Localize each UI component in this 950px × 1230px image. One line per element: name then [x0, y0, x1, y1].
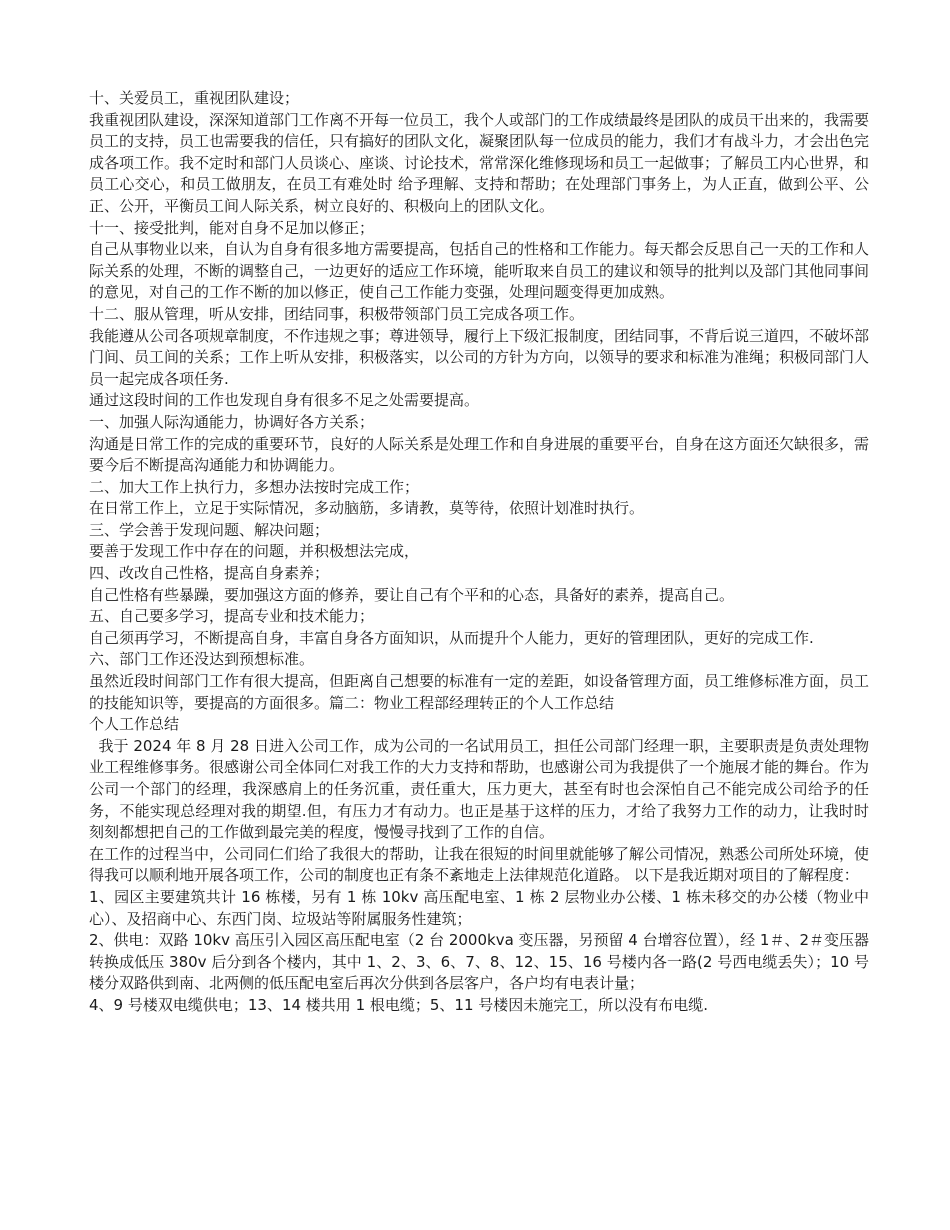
paragraph-character: 自己性格有些暴躁，要加强这方面的修养，要让自己有个平和的心态，具备好的素养，提高自己。	[89, 585, 735, 604]
paragraph-joining-company: 我于 2024 年 8 月 28 日进入公司工作，成为公司的一名试用员工，担任公司部门经理一职，主要职责是负责处理物业工程维修事务。很感谢公司全体同仁对我工作的大力支持和帮助，也感谢公司为我提供了一个施展才能的舞台。作为公司一个部门的经理，我深感肩上的任务沉重，责任重大，压力更大，甚至有时也会深怕自己不能完成公司给予的任务，不能实现总经理对我的期望.但，有压力才有动力。也正是基于这样的压力，才给了我努力工作的动力，让我时时刻刻都想把自己的工作做到最完美的程度，慢慢寻找到了工作的自信。	[89, 736, 870, 842]
paragraph-team-building: 我重视团队建设，深深知道部门工作离不开每一位员工，我个人或部门的工作成绩最终是团队的成员干出来的，我需要员工的支持，员工也需要我的信任，只有搞好的团队文化，凝聚团队每一位成员的能力，我们才有战斗力，才会出色完成各项工作。我不定时和部门人员谈心、座谈、讨论技术，常常深化维修现场和员工一起做事；了解员工内心世界，和员工心交心，和员工做朋友，在员工有难处时 给予理解、支持和帮助；在处理部门事务上，为人正直，做到公平、公正、公开，平衡员工间人际关系，树立良好的、积极向上的团队文化。	[89, 110, 870, 215]
section-heading-care-staff: 十、关爱员工，重视团队建设；	[89, 89, 300, 107]
paragraph-self-improvement: 自己从事物业以来，自认为自身有很多地方需要提高，包括自己的性格和工作能力。每天都会反思自己一天的工作和人际关系的处理，不断的调整自己，一边更好的适应工作环境，能听取来自员工的建议和领导的批判以及部门其他同事间的意见，对自己的工作不断的加以修正，使自己工作能力变强，处理问题变得更加成熟。	[89, 240, 870, 302]
section-heading-standards: 六、部门工作还没达到预想标准。	[89, 650, 315, 669]
section-heading-execution: 二、加大工作上执行力，多想办法按时完成工作；	[89, 477, 420, 496]
paragraph-shortcomings-intro: 通过这段时间的工作也发现自身有很多不足之处需要提高。	[89, 391, 480, 410]
paragraph-colleagues-help: 在工作的过程当中，公司同仁们给了我很大的帮助，让我在很短的时间里就能够了解公司情况，熟悉公司所处环境，使得我可以顺利地开展各项工作，公司的制度也正有条不紊地走上法律规范化道路。 以下是我近期对项目的了解程度：	[89, 844, 870, 885]
document-body	[89, 88, 869, 1017]
list-item-buildings: 1、园区主要建筑共计 16 栋楼，另有 1 栋 10kv 高压配电室、1 栋 2 层物业办公楼、1 栋未移交的办公楼（物业中心）、及招商中心、东西门岗、垃圾站等附属服务性建筑；	[89, 887, 869, 928]
section-heading-problem-solving: 三、学会善于发现问题、解决问题；	[89, 520, 330, 539]
paragraph-standards: 虽然近段时间部门工作有很大提高，但距离自己想要的标准有一定的差距，如设备管理方面，员工维修标准方面，员工的技能知识等，要提高的方面很多。篇二：物业工程部经理转正的个人工作总结	[89, 672, 870, 712]
section-heading-learning: 五、自己要多学习，提高专业和技术能力；	[89, 607, 375, 626]
list-item-cables: 4、9 号楼双电缆供电；13、14 楼共用 1 根电缆；5、11 号楼因未施完工，所以没有布电缆.	[89, 995, 709, 1014]
list-item-power-supply: 2、供电：双路 10kv 高压引入园区高压配电室（2 台 2000kva 变压器，另预留 4 台增容位置），经 1＃、2＃变压器转换成低压 380v 后分到各个楼内，其中 1、2、3、6、7、8、12、15、16 号楼内各一路(2 号西电缆丢失）；10 号楼分双路供到南、北两侧的低压配电室后再次分供到各层客户，各户均有电表计量；	[89, 931, 869, 993]
section-heading-communication: 一、加强人际沟通能力，协调好各方关系；	[89, 412, 375, 431]
summary-title: 个人工作总结	[89, 715, 180, 734]
section-heading-accept-criticism: 十一、接受批判，能对自身不足加以修正；	[89, 218, 375, 237]
paragraph-execution: 在日常工作上，立足于实际情况，多动脑筋，多请教，莫等待，依照计划准时执行。	[89, 499, 645, 518]
paragraph-rules-compliance: 我能遵从公司各项规章制度，不作违规之事；尊进领导，履行上下级汇报制度，团结同事，不背后说三道四，不破坏部门间、员工间的关系；工作上听从安排，积极落实，以公司的方针为方向，以领导的要求和标准为准绳；积极同部门人员一起完成各项任务.	[89, 326, 870, 388]
section-heading-character: 四、改改自己性格，提高自身素养；	[89, 564, 330, 583]
paragraph-communication: 沟通是日常工作的完成的重要环节，良好的人际关系是处理工作和自身进展的重要平台，自身在这方面还欠缺很多，需要今后不断提高沟通能力和协调能力。	[89, 434, 870, 475]
section-heading-obey-management: 十二、服从管理，听从安排，团结同事，积极带领部门员工完成各项工作。	[89, 304, 585, 323]
paragraph-problem-solving: 要善于发现工作中存在的问题，并积极想法完成，	[89, 542, 420, 561]
paragraph-learning: 自己须再学习，不断提高自身，丰富自身各方面知识，从而提升个人能力，更好的管理团队，更好的完成工作.	[89, 628, 814, 647]
